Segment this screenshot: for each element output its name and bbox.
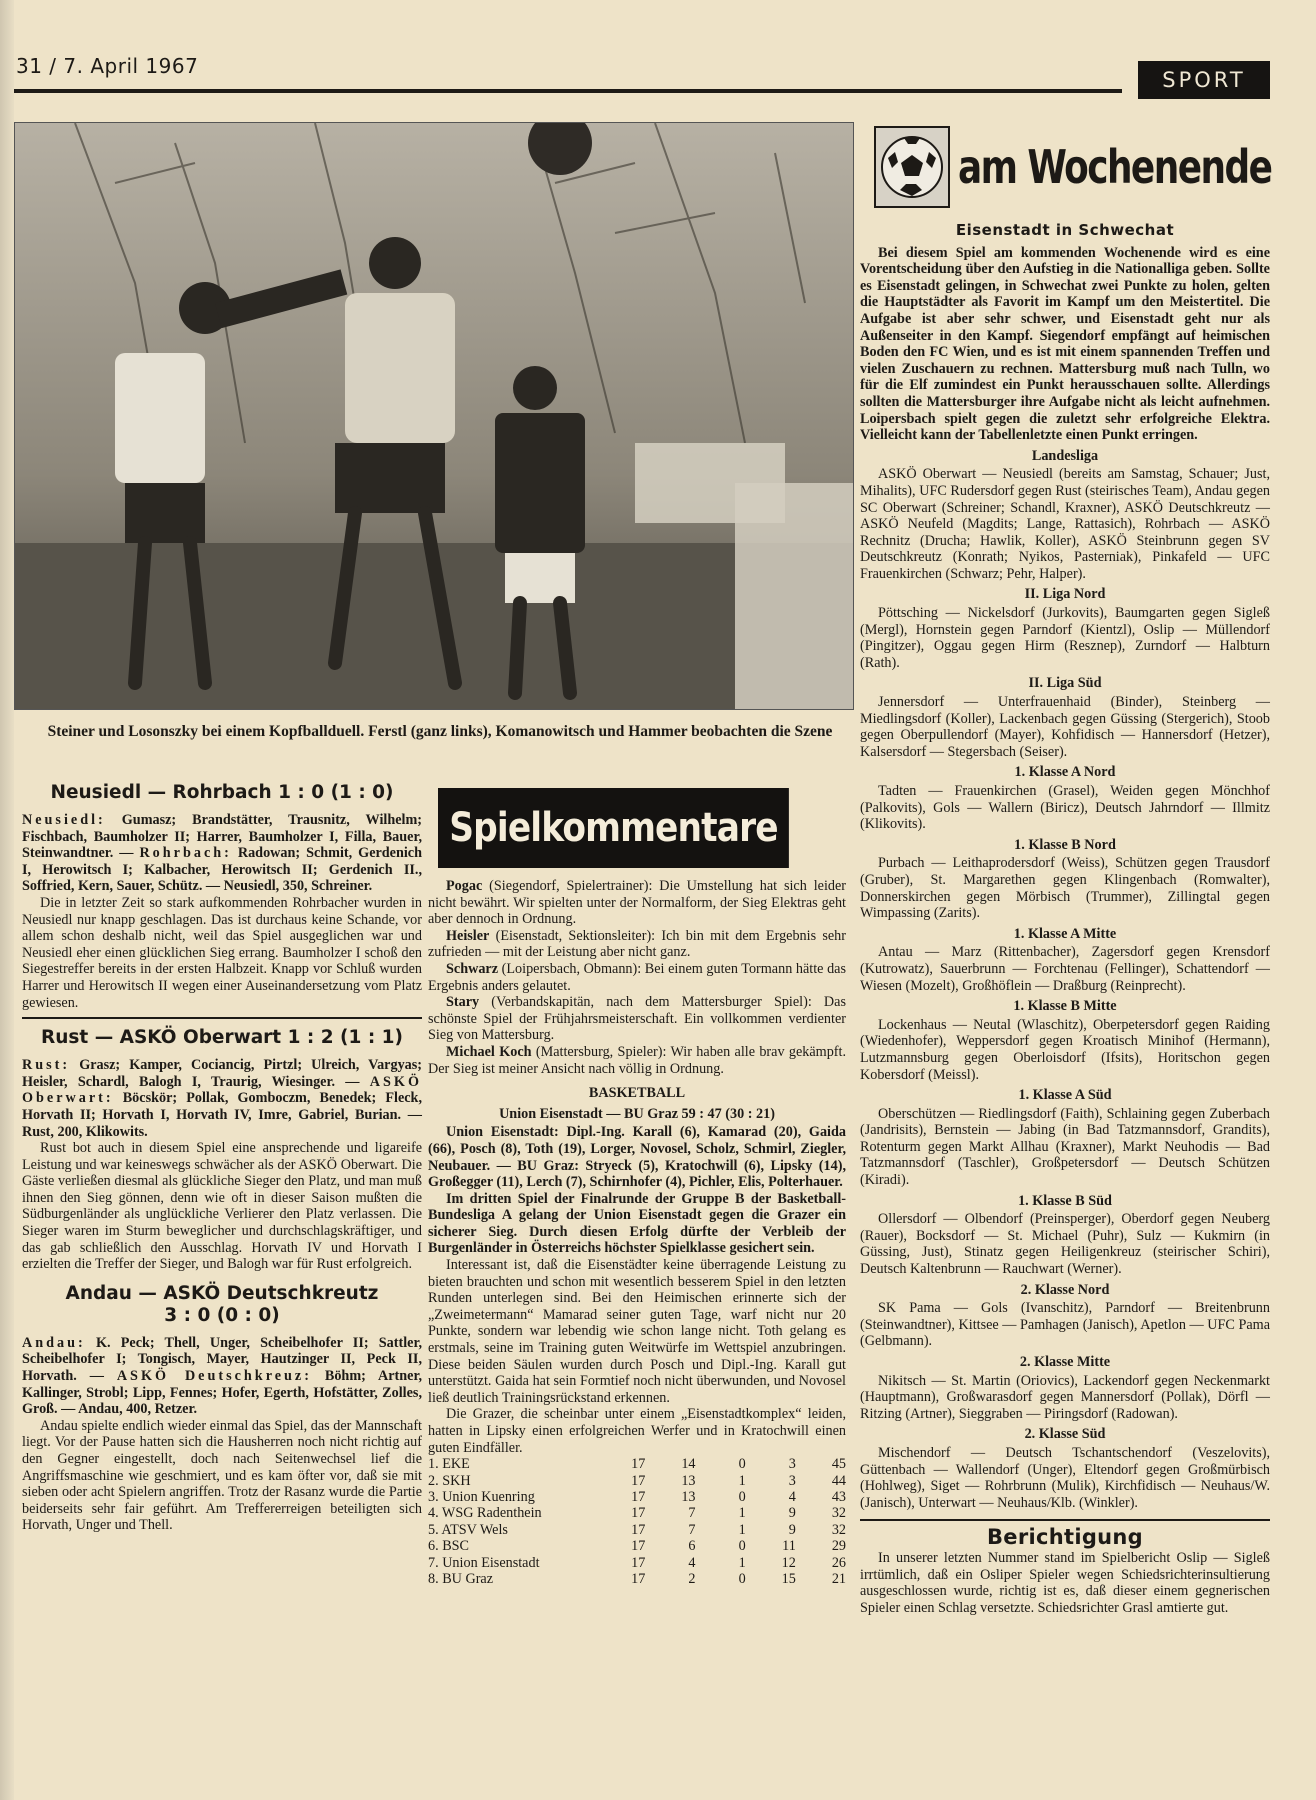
weekend-subtitle: Eisenstadt in Schwechat	[955, 221, 1175, 239]
fixture-list	[860, 448, 1270, 1512]
table-cell: 4	[688, 1554, 696, 1571]
match-1-team-2: Rohrbach:	[139, 845, 232, 862]
league-fixtures: Oberschützen — Riedlingsdorf (Faith), Schlaining gegen Zuberbach (Jandrisits), Bernstein — Jabing (in Bad Tatzmannsdorf, Grandits), Rotenturm gegen Markt Allhau (Kraxner), Markt Neuhodis — Bad Tatzmannsdorf (Taschler), Großpetersdorf — Deutsch Schützen (Kiradi).	[860, 1105, 1270, 1189]
team-name: 3. Union Kuenring	[428, 1489, 535, 1505]
table-row	[428, 1473, 846, 1489]
table-cell: 0	[738, 1538, 746, 1555]
table-cell: 1	[738, 1472, 746, 1489]
right-column	[860, 222, 1270, 1616]
photo-caption: Steiner und Losonszky bei einem Kopfballduell. Ferstl (ganz links), Komanowitsch und Hammer beobachten die Szene	[47, 723, 833, 740]
team-name: 1. EKE	[428, 1456, 470, 1473]
comment-3-name: Schwarz	[446, 960, 499, 977]
table-cell: 13	[681, 1489, 696, 1505]
table-cell: 17	[631, 1571, 646, 1588]
table-cell: 26	[831, 1554, 846, 1571]
basketball-heading: BASKETBALL	[588, 1085, 686, 1102]
comment-4-name: Stary	[446, 994, 480, 1011]
table-cell: 0	[738, 1571, 746, 1588]
table-cell: 14	[681, 1456, 696, 1473]
league-fixtures: Lockenhaus — Neutal (Wlaschitz), Oberpetersdorf gegen Raiding (Wiedenhofer), Weppersdorf gegen Kroatisch Minihof (Hermann), Lutzmannsburg gegen Oberloisdorf (Ifsits), Horitschon gegen Kobersdorf (Meissl).	[860, 1016, 1270, 1083]
weekend-heading	[874, 126, 1274, 208]
match-3-team-1: Andau:	[22, 1334, 86, 1351]
match-1-lineup-1: Gumasz; Brandstätter, Trausnitz, Wilhelm; Fischbach, Baumholzer II; Harrer, Baumholzer I, Filla, Bauer, Steinwandtner. —	[22, 812, 423, 862]
league-heading: 2. Klasse Mitte	[1019, 1354, 1111, 1370]
table-row	[428, 1571, 846, 1587]
photo-illustration	[15, 123, 853, 709]
comment-5-name: Michael Koch	[446, 1043, 532, 1060]
league-heading: 1. Klasse B Mitte	[1013, 998, 1117, 1015]
team-name: 4. WSG Radenthein	[428, 1505, 542, 1522]
comment-1-name: Pogac	[446, 878, 483, 894]
table-cell: 1	[738, 1505, 746, 1522]
table-cell: 17	[631, 1505, 646, 1522]
weekend-title: am Wochenende	[958, 140, 1272, 194]
match-3-report: Andau spielte endlich wieder einmal das Spiel, das der Mannschaft liegt. Vor der Pause hatten sich die Hausherren noch nicht richtig auf den Gegner eingestellt, doch nach Seitenwechsel lief die Angriffsmaschine wie geschmiert, und es kam öfter vor, daß sie mit sieben oder acht Spielern angriffen. Trotz der Rasanz wurde die Partie beiderseits sehr fair geführt. Am Treffererreigen beteiligten sich Horvath, Unger und Thell.	[22, 1417, 422, 1534]
table-cell: 0	[738, 1456, 746, 1473]
comment-5-text: (Mattersburg, Spieler): Wir haben alle brav gekämpft. Der Sieg ist meiner Ansicht nach völlig in Ordnung.	[428, 1043, 847, 1077]
comment-1-text: (Siegendorf, Spielertrainer): Die Umstellung hat sich leider nicht bewährt. Wir spielten unter der Normalform, der Sieg Elektras geht aber dennoch in Ordnung.	[428, 878, 846, 928]
table-cell: 45	[831, 1456, 846, 1473]
table-cell: 11	[782, 1538, 796, 1555]
left-column	[22, 782, 422, 1534]
match-2-team-1: Rust:	[22, 1057, 71, 1074]
table-cell: 32	[831, 1505, 846, 1522]
league-heading: 2. Klasse Nord	[1020, 1281, 1110, 1298]
table-cell: 29	[831, 1538, 846, 1555]
table-row	[428, 1489, 846, 1505]
league-heading: 1. Klasse A Süd	[1018, 1087, 1112, 1104]
page-header-date: 31 / 7. April 1967	[16, 54, 199, 78]
table-cell: 17	[631, 1489, 646, 1505]
basketball-lineups: Union Eisenstadt: Dipl.-Ing. Karall (6), Kamarad (20), Gaida (66), Posch (8), Toth (19), Lorger, Novosel, Scholz, Schmirl, Ziegler, Neubauer. — BU Graz: Stryeck (5), Kratochwill (6), Lipsky (14), Großegger (11), Lerch (7), Schirnhofer (4), Pichler, Elis, Polterhauer.	[428, 1124, 846, 1191]
league-fixtures: Purbach — Leithaprodersdorf (Weiss), Schützen gegen Trausdorf (Gruber), St. Margarethen gegen Klingenbach (Romwalter), Donnerskirchen gegen Mörbisch (Trummer), Zillingtal gegen Wimpassing (Zarits).	[860, 855, 1270, 922]
match-3-lineup-2: Böhm; Artner, Kallinger, Strobl; Lipp, Fennes; Hofer, Egerth, Hofstätter, Zolles, Groß. — Andau, 400, Retzer.	[22, 1368, 422, 1418]
league-heading: 1. Klasse B Süd	[1018, 1192, 1112, 1209]
table-cell: 9	[788, 1521, 796, 1538]
match-1-lineup-2: Radowan; Schmit, Gerdenich I, Herowitsch I; Kalbacher, Herowitsch II; Gerdenich II., Soffried, Kern, Sauer, Schütz. — Neusiedl, 350, Schreiner.	[22, 845, 422, 895]
standings-table	[428, 1456, 846, 1587]
comment-2-name: Heisler	[446, 927, 490, 944]
team-name: 6. BSC	[428, 1538, 470, 1555]
table-cell: 0	[738, 1489, 746, 1505]
league-heading: Landesliga	[1031, 447, 1099, 464]
team-name: 7. Union Eisenstadt	[428, 1554, 540, 1571]
weekend-lead: Bei diesem Spiel am kommenden Wochenende wird es eine Vorentscheidung über den Aufstieg in die Nationalliga geben. Sollte es Eisenstadt gelingen, in Schwechat zwei Punkte zu holen, gelten die Hauptstädter als Favorit im Kampf um den Meistertitel. Die Aufgabe ist aber sehr schwer, und Eisenstadt geht nur als Außenseiter in den Kampf. Siegendorf empfängt auf heimischen Boden den FC Wien, und es ist mit einem spannenden Treffen und vielen Zuschauern zu rechnen. Mattersburg muß nach Tulln, wo für die Elf zumindest ein Punkt herausschauen sollte. Allerdings sollten die Mattersburger ihre Aufgabe nicht als leicht aufnehmen. Loipersbach spielt gegen die zuletzt sehr erfolgreiche Elektra. Vielleicht kann der Tabellenletzte einen Punkt erringen.	[860, 244, 1270, 444]
team-name: 2. SKH	[428, 1472, 471, 1489]
team-name: 8. BU Graz	[428, 1571, 494, 1588]
match-3-title-1: Andau — ASKÖ Deutschkreutz	[65, 1282, 379, 1304]
table-cell: 7	[688, 1505, 696, 1522]
basketball-lead: Im dritten Spiel der Finalrunde der Gruppe B der Basketball-Bundesliga A gelang der Union Eisenstadt gegen die Grazer ein sicherer Sieg. Durch diesen Erfolg dürfte der Verbleib der Burgenländer in Österreichs höchster Spielklasse gesichert sein.	[428, 1190, 846, 1257]
table-cell: 21	[831, 1571, 846, 1588]
header-rule	[14, 89, 1122, 93]
comment-3-text: (Loipersbach, Obmann): Bei einem guten Tormann hätte das Ergebnis anders gelautet.	[428, 960, 847, 994]
league-fixtures: Jennersdorf — Unterfrauenhaid (Binder), Steinberg — Miedlingsdorf (Koller), Lackenbach gegen Güssing (Stergerich), Stoob gegen Oberpullendorf (Mayer), Kohfidisch — Hannersdorf (Hetzer), Kalsersdorf — Stegersbach (Seiser).	[860, 694, 1270, 760]
table-cell: 2	[688, 1571, 696, 1588]
match-2-title: Rust — ASKÖ Oberwart 1 : 2 (1 : 1)	[41, 1027, 403, 1049]
match-3-team-2: ASKÖ Deutschkreuz:	[116, 1368, 312, 1385]
match-3-title-2: 3 : 0 (0 : 0)	[164, 1304, 280, 1326]
league-heading: II. Liga Süd	[1028, 675, 1102, 692]
commentary-banner: Spielkommentare	[438, 788, 789, 868]
section-label: SPORT	[1138, 61, 1270, 99]
comment-4-text: (Verbandskapitän, nach dem Mattersburger Spiel): Das schönste Spiel der Frühjahrsmeisterschaft. Ein vollkommen verdienter Sieg von Mattersburg.	[428, 994, 846, 1044]
league-fixtures: Tadten — Frauenkirchen (Grasel), Weiden gegen Mönchhof (Palkovits), Gols — Wallern (Biricz), Deutsch Jahrndorf — Illmitz (Klikovits).	[860, 783, 1270, 833]
table-cell: 32	[831, 1521, 846, 1538]
match-2-team-2: ASKÖ Oberwart:	[22, 1073, 423, 1107]
table-cell: 17	[631, 1554, 646, 1571]
basketball-title: Union Eisenstadt — BU Graz 59 : 47 (30 : 21)	[499, 1105, 775, 1122]
league-fixtures: Ollersdorf — Olbendorf (Preinsperger), Oberdorf gegen Neuberg (Rauer), Bocksdorf — St. Michael (Puhr), Sulz — Kukmirn (in Güssing, Just), Stinatz gegen Heiligenkreuz (steirischer Schiri), Deutsch Kaltenbrunn — Rauchwart (Werner).	[860, 1211, 1270, 1278]
league-heading: 1. Klasse B Nord	[1014, 836, 1116, 853]
table-cell: 12	[781, 1554, 796, 1571]
league-heading: 2. Klasse Süd	[1024, 1426, 1106, 1443]
match-1-title: Neusiedl — Rohrbach 1 : 0 (1 : 0)	[50, 782, 394, 803]
match-1-team-1: Neusiedl:	[22, 812, 106, 828]
table-row	[428, 1505, 846, 1521]
table-row	[428, 1555, 846, 1571]
league-heading: II. Liga Nord	[1024, 586, 1106, 603]
table-cell: 17	[631, 1456, 646, 1473]
league-fixtures: Pöttsching — Nickelsdorf (Jurkovits), Baumgarten gegen Sigleß (Mergl), Hornstein gegen Parndorf (Kientzl), Oslip — Müllendorf (Pingitzer), Oggau gegen Hirm (Resznер), Zurndorf — Halbturn (Rath).	[860, 605, 1270, 671]
page-edge	[0, 0, 14, 1800]
league-heading: 1. Klasse A Mitte	[1013, 925, 1117, 942]
match-3-lineup-1: K. Peck; Thell, Unger, Scheibelhofer II; Sattler, Scheibelhofer I; Tongisch, Mayer, Hautzinger II, Peck II, Horvath. —	[22, 1334, 422, 1385]
table-cell: 13	[681, 1472, 696, 1489]
football-icon	[874, 126, 950, 208]
match-2-lineup-2: Böcskör; Pollak, Gomboczm, Benedek; Fleck, Horvath II; Horvath I, Horvath IV, Imre, Gabriel, Burian. — Rust, 200, Klikowits.	[22, 1090, 422, 1140]
divider	[22, 1017, 422, 1019]
table-cell: 1	[738, 1521, 746, 1538]
league-fixtures: Mischendorf — Deutsch Tschantschendorf (Veszelovits), Güttenbach — Wallendorf (Unger), Eltendorf gegen Großmürbisch (Hohlweg), Siget — Rohrbrunn (Mulik), Kirchfidisch — Neuhaus/W. (Janisch), Unterwart — Neuhaus/Klb. (Winkler).	[860, 1444, 1270, 1511]
league-fixtures: Antau — Marz (Rittenbacher), Zagersdorf gegen Krensdorf (Kutrowatz), Sauerbrunn — Forchtenau (Fellinger), Schattendorf — Wiesen (Mozelt), Großhöflein — Draßburg (Reinprecht).	[860, 944, 1270, 994]
table-cell: 43	[831, 1489, 846, 1505]
table-cell: 9	[788, 1505, 796, 1522]
correction-text: In unserer letzten Nummer stand im Spielbericht Oslip — Sigleß irrtümlich, daß ein Osliper Spieler wegen Schiedsrichterinsultierung ausgeschlossen wurde, richtig ist es, daß dieser einem gegnerischen Spieler einen Schlag versetzte. Schiedsrichter Grasl amtierte gut.	[860, 1549, 1270, 1616]
comment-2-text: (Eisenstadt, Sektionsleiter): Ich bin mit dem Ergebnis sehr zufrieden — mit der Leistung aber nicht ganz.	[428, 927, 846, 961]
table-cell: 6	[688, 1538, 696, 1555]
basketball-report-1: Interessant ist, daß die Eisenstädter keine überragende Leistung zu bieten brauchten und schon mit wesentlich besserem Spiel in den letzten Runden unterlegen sind. Bei den Heimischen erinnerte sich der „Zweimetermann“ Mamarad seiner guten Tage, warf nicht nur 20 Punkte, sondern war lebendig wie schon lange nicht. Toth gelang es erstmals, seine im Training guten Weitwürfe im Wettspiel anzubringen. Diese beiden Säulen wurden durch Posch und Dipl.-Ing. Karall gut unterstützt. Gaida hat sein Formtief noch nicht überwunden, und Novosel ließ deutlich Trainingsrückstand erkennen.	[428, 1257, 846, 1406]
league-heading: 1. Klasse A Nord	[1014, 764, 1116, 781]
league-fixtures: ASKÖ Oberwart — Neusiedl (bereits am Samstag, Schauer; Just, Mihalits), UFC Rudersdorf gegen Rust (steirisches Team), Andau gegen SC Oberwart (Schreiner; Schandl, Kraxner), ASKÖ Deutschkreutz — ASKÖ Neufeld (Magdits; Lange, Rattasich), Rohrbach — ASKÖ Rechnitz (Drucha; Hawlik, Koller), ASKÖ Steinbrunn gegen SV Deutschkreutz (Konrath; Nyikos, Pasterniak), Pinkafeld — UFC Frauenkirchen (Schwarz; Pehr, Halper).	[860, 466, 1270, 582]
table-cell: 3	[788, 1456, 796, 1473]
table-cell: 3	[788, 1472, 796, 1489]
divider	[860, 1519, 1270, 1521]
middle-column	[428, 878, 846, 1587]
league-fixtures: Nikitsch — St. Martin (Oriovics), Lackendorf gegen Neckenmarkt (Hauptmann), Großwarasdorf gegen Mannersdorf (Pollak), Dörfl — Ritzing (Artner), Sieggraben — Piringsdorf (Radowan).	[860, 1372, 1270, 1422]
table-cell: 17	[631, 1538, 646, 1555]
table-row	[428, 1522, 846, 1538]
match-1-report: Die in letzter Zeit so stark aufkommenden Rohrbacher wurden in Neusiedl nur knapp geschlagen. Das ist durchaus keine Schande, vor allem schon deshalb nicht, weil das Spiel ausgeglichen war und Neusiedl eher einen glücklichen Sieg errang. Baumholzer I schoß den Siegestreffer bereits in der ersten Halbzeit. Knapp vor Schluß wurden Harrer und Herowitsch II wegen einer Auseinandersetzung vom Platz gewiesen.	[22, 894, 422, 1011]
table-cell: 4	[788, 1489, 796, 1505]
table-row	[428, 1456, 846, 1472]
basketball-report-2: Die Grazer, die scheinbar unter einem „Eisenstadtkomplex“ leiden, hatten in Lipsky einen erfolgreichen Werfer und in Kratochwill einen guten Eindfäller.	[428, 1406, 846, 1456]
table-cell: 44	[831, 1472, 846, 1489]
match-2-lineup-1: Grasz; Kamper, Cociancig, Pirtzl; Ulreich, Vargyas; Heisler, Schardl, Balogh I, Traurig, Wiesinger. —	[22, 1057, 422, 1090]
table-row	[428, 1538, 846, 1554]
table-cell: 1	[738, 1554, 746, 1571]
correction-heading: Berichtigung	[986, 1525, 1143, 1550]
match-2-report: Rust bot auch in diesem Spiel eine ansprechende und ligareife Leistung und war keineswegs schwächer als der ASKÖ Oberwart. Die Gäste verließen diesmal als glückliche Sieger den Platz, und man muß ihnen den Sieg gönnen, denn wie oft in dieser Saison mußten die Südburgenländer als unglückliche Verlierer den Platz verlassen. Die Sieger waren im Sturm beweglicher und durchschlagskräftiger, und das gab schließlich den Ausschlag. Horvath IV und Horvath I erzielten die Treffer der Sieger, und Balogh war für Rust erfolgreich.	[22, 1140, 422, 1273]
team-name: 5. ATSV Wels	[428, 1521, 508, 1538]
table-cell: 7	[688, 1521, 696, 1538]
match-photo	[14, 122, 854, 710]
league-fixtures: SK Pama — Gols (Ivanschitz), Parndorf — Breitenbrunn (Steinwandtner), Kittsee — Pamhagen (Janisch), Apetlon — UFC Pama (Gelbmann).	[860, 1300, 1270, 1350]
table-cell: 15	[781, 1571, 796, 1588]
table-cell: 17	[631, 1521, 646, 1538]
table-cell: 17	[631, 1472, 646, 1489]
